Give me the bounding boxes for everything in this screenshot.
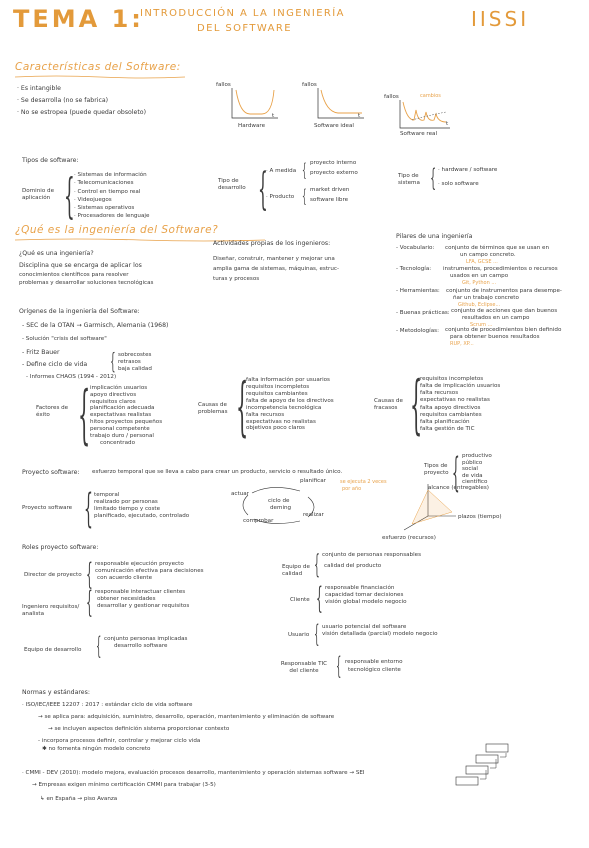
actividades-heading: Actividades propias de los ingenieros: [213,240,331,247]
iso-sub: → se aplica para: adquisición, suministro, desarrollo, operación, mantenimiento y eliminación de software [38,714,335,720]
list-item: expectativas realistas [90,412,152,419]
deming-comprobar: comprobar [243,518,274,524]
dominio-label-text: Dominio de aplicación [22,188,55,201]
list-item: concentrado [100,439,135,446]
proyecto-item: temporal [94,492,120,498]
deming-planificar: planificar [300,478,326,484]
origenes-heading: Orígenes de la ingeniería del Software: [19,308,140,315]
iso-sub: - incorpora procesos definir, controlar y mejorar ciclo vida [38,738,201,744]
brace: { [314,550,320,580]
brace: { [84,486,93,532]
deming-note: se ejecuta 2 veces [340,479,387,485]
graph-t-label: t [446,121,449,127]
cmmi-sub: → Empresas exigen mínimo certificación CMMI para trabajar (3-5) [32,782,216,788]
graph-ylabel: fallos [302,82,317,88]
pilar-note: Scrum ... [470,322,493,328]
fracasos-label-text: Causas de fracasos [374,398,403,411]
list-item: falta información por usuarios [246,377,330,383]
ciclo-item: baja calidad [118,366,152,372]
proyecto-def-text: esfuerzo temporal que se lleva a cabo para crear un producto, servicio o resultado único. [92,469,343,475]
ingenieria-def-line: Disciplina que se encarga de aplicar los [19,262,142,269]
graph-xlabel: Hardware [238,123,266,129]
list-item: social [462,466,478,473]
actividades-line: Diseñar, construir, mantener y mejorar una [213,256,335,262]
actividades-line: amplia gama de sistemas, máquinas, estruc- [213,266,339,272]
role-item: responsable financiación [325,585,395,591]
dominio-label [22,188,64,201]
graph-t-label: t [358,113,361,119]
brace: { [86,557,93,592]
iso-sub: → se incluyen aspectos definición sistema proporcionar contexto [48,726,230,732]
pilar-text: usados en un campo [450,273,509,279]
proyecto-item: limitado tiempo y coste [94,506,161,512]
brace: { [302,186,307,207]
topic-title-line2: DEL SOFTWARE [197,23,292,34]
problemas-label-text: Causas de problemas [198,402,228,415]
role-item: obtener necesidades [97,596,156,602]
list-item: · Control en tiempo real [74,188,141,195]
brace: { [96,632,102,660]
proyecto-label: Proyecto software [22,505,73,511]
pilar-note: Git, Python ... [462,280,497,286]
role-label: Director de proyecto [24,572,82,578]
caracteristica-item: · No se estropea (puede quedar obsoleto) [17,109,146,116]
brace: { [316,581,323,616]
producto-item: market driven [310,187,350,193]
deming-actuar: actuar [231,491,249,497]
pilar-text: conjunto de instrumentos para desempe- [446,288,562,294]
origen-item: - Define ciclo de vida [22,361,88,368]
pilar-text: ñar un trabajo concreto [453,295,519,301]
pilar-text: instrumentos, procedimientos o recursos [443,266,558,272]
list-item: · Sistemas de información [74,172,147,178]
role-label: Equipo de desarrollo [24,647,82,653]
sistema-item: · hardware / software [438,167,498,173]
brace: { [64,168,75,224]
axis-esfuerzo: esfuerzo (recursos) [382,535,436,541]
role-item: visión detallada (parcial) modelo negocio [322,631,438,637]
producto-item: software libre [310,197,349,203]
pilar-text: para obtener buenos resultados [450,334,540,340]
deming-center: ciclo de [268,498,290,504]
pilar-note: LFA, GCSE ... [466,259,498,265]
cmmi-levels-diagram [456,743,516,789]
axis-plazos: plazos (tiempo) [458,514,502,520]
list-item: requisitos cambiantes [246,390,308,397]
deming-center: deming [270,505,292,511]
section-heading-que-es: ¿Qué es la ingeniería del Software? [15,224,219,236]
list-item: falta recursos [246,411,285,418]
list-item: falta recursos [420,390,459,397]
role-item: responsable entorno [345,659,403,665]
pilar-note: Github, Eclipse... [458,302,501,308]
origen-item: - Solución "crisis del software" [22,336,107,342]
role-label-text: Equipo de calidad [282,564,310,577]
exito-list [90,385,162,446]
proyecto-item: realizado por personas [94,499,158,505]
role-label [282,564,316,577]
desarrollo-label-text: Tipo de desarrollo [218,178,246,191]
roles-heading: Roles proyecto software: [22,544,99,551]
list-item: · Sistemas operativos [74,205,135,212]
tipos-proyecto-list [462,453,492,486]
pilar-label: - Metodologías: [396,328,439,334]
pilar-text: resultados en un campo [462,315,530,321]
role-item: tecnológico cliente [348,667,401,673]
cmmi-sub: ↳ en España → piso Avanza [40,796,118,802]
brace: { [258,164,268,215]
topic-title-line1: INTRODUCCIÓN A LA INGENIERÍA [140,8,345,19]
origen-item: - SEC de la OTAN → Garmisch, Alemania (1968) [22,322,169,329]
sistema-label [398,173,430,186]
pilar-label: - Tecnología: [396,266,432,272]
caracteristica-item: · Es intangible [17,85,61,92]
list-item: falta gestión de TIC [420,426,475,433]
iso-line: · ISO/IEC/IEEE 12207 : 2017 : estándar ciclo de vida software [22,702,193,708]
list-item: planificación adecuada [90,405,155,412]
list-item: personal competente [90,425,150,432]
caracteristica-item: · Se desarrolla (no se fabrica) [17,97,109,104]
dominio-list [74,171,149,221]
list-item: de vida [462,472,483,479]
pilar-label: - Vocabulario: [396,245,435,251]
origen-item: - Informes CHAOS (1994 - 2012) [26,374,117,380]
ingenieria-def-line: problemas y desarrollar soluciones tecnológicas [19,280,154,286]
real-curve [398,100,452,130]
list-item: público [462,459,483,466]
role-item: responsable interactuar clientes [95,589,186,595]
sistema-item: · solo software [438,181,479,187]
section-heading-caracteristicas: Características del Software: [15,61,181,73]
cmmi-line: · CMMI - DEV (2010): modelo mejora, evaluación procesos desarrollo, mantenimiento y operación sistemas software → SEI [22,770,365,776]
problemas-label [198,402,238,415]
actividades-line: turas y procesos [213,276,260,282]
role-label-text: Responsable TIC del cliente [280,661,328,674]
list-item: productivo [462,453,492,459]
graph-ylabel: fallos [216,82,231,88]
desarrollo-label [218,178,256,191]
role-item: usuario potencial del software [322,624,407,630]
brace: { [110,350,116,375]
list-item: científico [462,479,488,486]
role-item: desarrollar y gestionar requisitos [97,603,190,609]
role-item: conjunto de personas responsables [322,552,421,558]
pilar-label: - Herramientas: [396,288,440,294]
a-medida-item: proyecto interno [310,160,357,166]
brace: { [86,585,93,620]
role-item: conjunto personas implicadas [104,636,188,642]
exito-label [36,405,74,418]
origen-item: - Fritz Bauer [22,349,60,356]
course-code: IISSI [471,7,530,31]
list-item: · Videojuegos [74,196,112,203]
sistema-label-text: Tipo de sistema [398,173,420,186]
ciclo-item: retrasos [118,359,141,365]
list-item: expectativas no realistas [246,418,316,425]
brace: { [336,652,342,680]
list-item: implicación usuarios [90,385,148,391]
list-item: requisitos incompletos [420,376,484,382]
pilares-heading: Pilares de una ingeniería [396,233,473,240]
pilar-text: un campo concreto. [460,252,516,258]
list-item: hitos proyectos pequeños [90,419,163,426]
role-label: Cliente [290,597,310,603]
role-label: Usuario [288,632,310,638]
a-medida-label: · A medida [266,168,297,174]
tema-title: TEMA 1: [13,5,144,33]
role-item: desarrollo software [114,643,168,649]
list-item: apoyo directivos [90,391,137,398]
pilar-text: conjunto de términos que se usan en [445,245,549,251]
proyecto-def-label: Proyecto software: [22,469,80,476]
producto-label: · Producto [266,194,295,200]
brace: { [302,160,307,181]
list-item: objetivos poco claros [246,425,305,432]
role-label-text: Ingeniero requisitos/ analista [22,604,80,617]
role-item: visión global modelo negocio [325,599,407,605]
list-item: · Telecomunicaciones [74,180,134,187]
brace: { [236,370,249,444]
role-item: comunicación efectiva para decisiones [95,568,204,574]
list-item: requisitos cambiantes [420,411,482,418]
role-item: calidad del producto [324,563,382,569]
normas-heading: Normas y estándares: [22,689,90,696]
role-item: capacidad tomar decisiones [325,592,404,598]
brace: { [452,450,460,496]
list-item: requisitos claros [90,398,136,405]
ciclo-item: sobrecostes [118,352,152,358]
list-item: trabajo duro / personal [90,432,154,439]
ingenieria-def-line: conocimientos científicos para resolver [19,272,129,278]
exito-label-text: Factores de éxito [36,405,69,418]
ingenieria-question: ¿Qué es una ingeniería? [19,250,94,257]
pilar-text: conjunto de procedimientos bien definido [445,327,562,333]
axis-alcance: alcance (entregables) [428,485,489,491]
list-item: · Procesadores de lenguaje [74,213,150,220]
brace: { [430,164,437,192]
graph-xlabel: Software ideal [314,123,354,129]
list-item: falta apoyo directivos [420,404,481,411]
tipos-proyecto-label: proyecto [424,470,449,476]
list-item: expectativas no realistas [420,397,490,404]
role-label [276,661,332,674]
list-item: incompetencia tecnológica [246,404,322,411]
tipos-heading: Tipos de software: [22,157,79,164]
list-item: falta de apoyo de los directivos [246,397,334,404]
heading-underline [15,75,185,79]
iso-sub: ✱ no fomenta ningún modelo concreto [42,746,151,752]
role-label [22,604,84,617]
role-item: responsable ejecución proyecto [95,561,184,567]
brace: { [410,368,423,442]
deming-note: por año [342,486,362,492]
pilar-label: - Buenas prácticas: [396,310,450,316]
pilar-text: conjunto de acciones que dan buenos [451,308,558,314]
proyecto-item: planificado, ejecutado, controlado [94,513,190,519]
fracasos-label [374,398,412,411]
a-medida-item: proyecto externo [310,170,358,176]
role-item: con acuerdo cliente [97,575,153,581]
list-item: falta planificación [420,418,470,425]
list-item: falta de implicación usuarios [420,383,501,390]
graph-t-label: t [272,113,275,119]
fracasos-list [420,376,500,433]
brace: { [314,620,320,648]
graph-annotation: cambios [420,93,441,99]
graph-xlabel: Software real [400,131,438,137]
brace: { [78,378,91,452]
problemas-list [246,377,334,432]
graph-ylabel: fallos [384,94,399,100]
tipos-proyecto-label: Tipos de [424,463,448,469]
list-item: requisitos incompletos [246,383,310,390]
pilar-note: RUP, XP... [450,341,474,347]
deming-realizar: realizar [303,512,324,518]
